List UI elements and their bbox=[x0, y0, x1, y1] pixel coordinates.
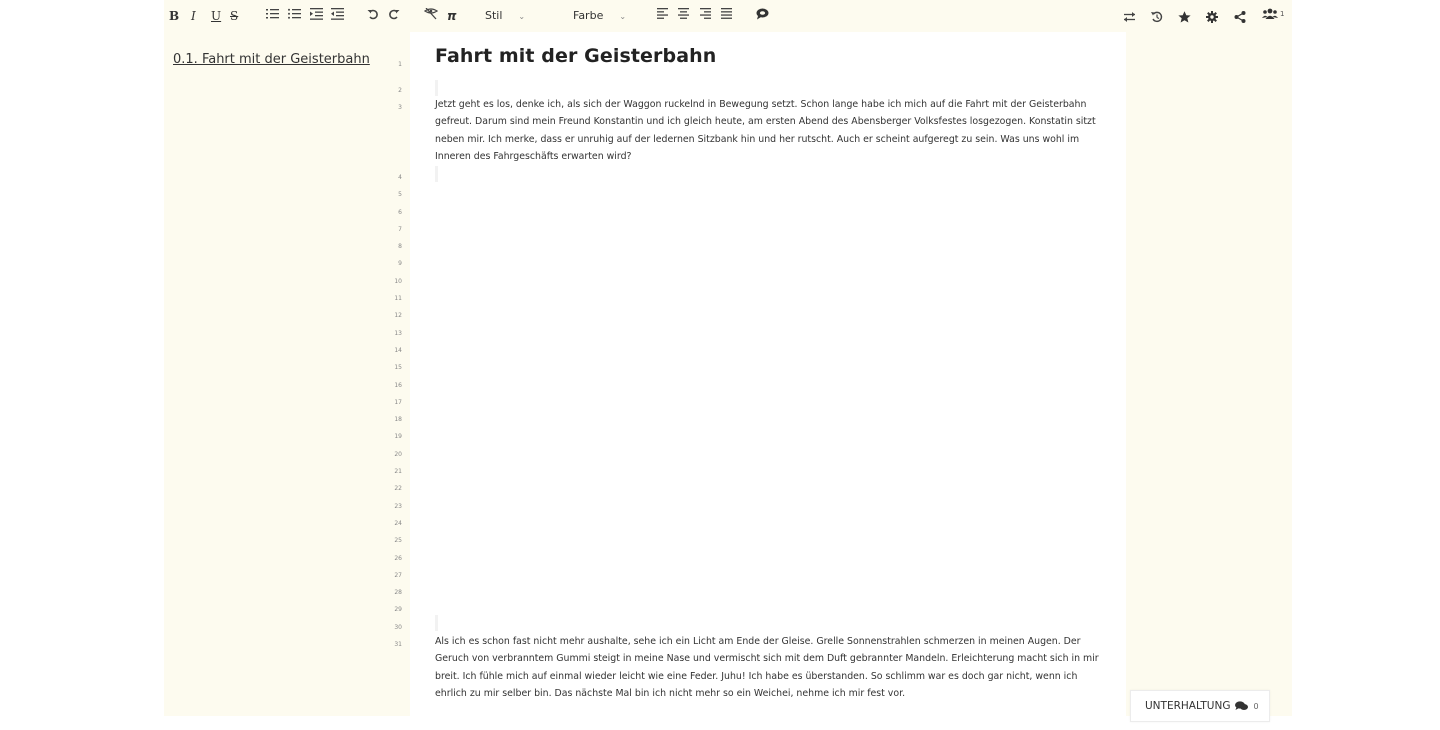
style-select[interactable] bbox=[485, 9, 525, 22]
line-number: 1 bbox=[398, 61, 402, 68]
line-number: 26 bbox=[394, 555, 402, 562]
bold-button[interactable]: B bbox=[169, 9, 180, 23]
document-title[interactable]: Fahrt mit der Geisterbahn bbox=[435, 45, 717, 67]
strikethrough-button[interactable]: S bbox=[230, 9, 239, 23]
line-number: 11 bbox=[394, 295, 402, 302]
outdent-icon[interactable] bbox=[331, 8, 344, 20]
compare-icon[interactable] bbox=[1123, 8, 1136, 27]
clear-format-icon[interactable] bbox=[424, 8, 438, 20]
style-select-value: Stil bbox=[485, 9, 503, 22]
align-right-icon[interactable] bbox=[700, 8, 711, 19]
line-number: 23 bbox=[394, 503, 402, 510]
underline-button[interactable]: U bbox=[211, 9, 222, 23]
line-number: 17 bbox=[394, 399, 402, 406]
line-number: 29 bbox=[394, 606, 402, 613]
indent-icon[interactable] bbox=[310, 8, 323, 20]
color-select[interactable] bbox=[573, 9, 626, 22]
bullet-list-icon[interactable] bbox=[288, 8, 301, 20]
align-left-icon[interactable] bbox=[657, 8, 668, 19]
gear-icon[interactable] bbox=[1206, 8, 1218, 27]
redo-icon[interactable] bbox=[388, 8, 400, 20]
toc-item[interactable]: 0.1. Fahrt mit der Geisterbahn bbox=[173, 52, 370, 67]
document-page[interactable] bbox=[410, 32, 1126, 716]
align-justify-icon[interactable] bbox=[721, 8, 732, 19]
empty-line-marker bbox=[435, 166, 438, 182]
line-number: 13 bbox=[394, 330, 402, 337]
empty-line-marker bbox=[435, 80, 438, 96]
history-icon[interactable] bbox=[1151, 8, 1163, 27]
line-number: 18 bbox=[394, 416, 402, 423]
line-number: 6 bbox=[398, 209, 402, 216]
chevron-down-icon: ⌄ bbox=[619, 12, 627, 21]
formula-button[interactable]: π bbox=[447, 9, 457, 23]
star-icon[interactable] bbox=[1178, 8, 1191, 27]
paragraph[interactable]: Als ich es schon fast nicht mehr aushalte, sehe ich ein Licht am Ende der Gleise. Grelle Sonnenstrahlen schmerzen in meinen Augen. Der Geruch von verbranntem Gummi steigt in meine Nase und vermischt sich mit dem Duft gebrannter Mandeln. Erleichterung macht sich in mir breit. Ich fühle mich auf einmal wieder leicht wie eine Feder. Juhu! Ich habe es überstanden. So schlimm war es doch gar nicht, wenn ich ehrlich zu mir selber bin. Das nächste Mal bin ich nicht mehr so ein Weichei, nehme ich mir fest vor. bbox=[435, 636, 1099, 700]
line-number: 5 bbox=[398, 191, 402, 198]
line-number: 12 bbox=[394, 312, 402, 319]
line-number: 21 bbox=[394, 468, 402, 475]
users-icon bbox=[1262, 8, 1278, 20]
line-number: 25 bbox=[394, 537, 402, 544]
line-number: 28 bbox=[394, 589, 402, 596]
line-number: 19 bbox=[394, 433, 402, 440]
line-number: 24 bbox=[394, 520, 402, 527]
conversation-count: 0 bbox=[1253, 701, 1259, 711]
line-number: 30 bbox=[394, 624, 402, 631]
color-select-value: Farbe bbox=[573, 9, 604, 22]
line-number: 10 bbox=[394, 278, 402, 285]
line-number: 27 bbox=[394, 572, 402, 579]
chevron-down-icon: ⌄ bbox=[518, 12, 526, 21]
line-number: 2 bbox=[398, 87, 402, 94]
toolbar bbox=[164, 0, 1292, 32]
conversation-button[interactable] bbox=[1130, 690, 1270, 722]
comment-icon[interactable] bbox=[756, 8, 769, 20]
comments-icon bbox=[1235, 701, 1248, 711]
line-number: 14 bbox=[394, 347, 402, 354]
editor-app bbox=[164, 0, 1292, 716]
line-number: 9 bbox=[398, 260, 402, 267]
line-number: 4 bbox=[398, 174, 402, 181]
italic-button[interactable]: I bbox=[191, 9, 196, 23]
line-number: 20 bbox=[394, 451, 402, 458]
empty-line-marker bbox=[435, 615, 438, 631]
ordered-list-icon[interactable] bbox=[266, 8, 279, 20]
line-number: 16 bbox=[394, 382, 402, 389]
line-number: 15 bbox=[394, 364, 402, 371]
line-number: 31 bbox=[394, 641, 402, 648]
users-count: 1 bbox=[1280, 10, 1285, 18]
share-icon[interactable] bbox=[1234, 8, 1246, 27]
users-button[interactable] bbox=[1262, 8, 1284, 20]
conversation-label: UNTERHALTUNG bbox=[1145, 700, 1231, 712]
line-number: 22 bbox=[394, 485, 402, 492]
undo-icon[interactable] bbox=[367, 8, 379, 20]
align-center-icon[interactable] bbox=[678, 8, 689, 19]
line-number: 8 bbox=[398, 243, 402, 250]
paragraph[interactable]: Jetzt geht es los, denke ich, als sich der Waggon ruckelnd in Bewegung setzt. Schon lange habe ich mich auf die Fahrt mit der Geisterbahn gefreut. Darum sind mein Freund Konstantin und ich gleich heute, am ersten Abend des Abensberger Volksfestes losgezogen. Konstatin sitzt neben mir. Ich merke, dass er unruhig auf der ledernen Sitzbank hin und her rutscht. Auch er scheint aufgeregt zu sein. Was uns wohl im Inneren des Fahrgeschäfts erwarten wird? bbox=[435, 99, 1096, 163]
line-number: 7 bbox=[398, 226, 402, 233]
line-number: 3 bbox=[398, 104, 402, 111]
